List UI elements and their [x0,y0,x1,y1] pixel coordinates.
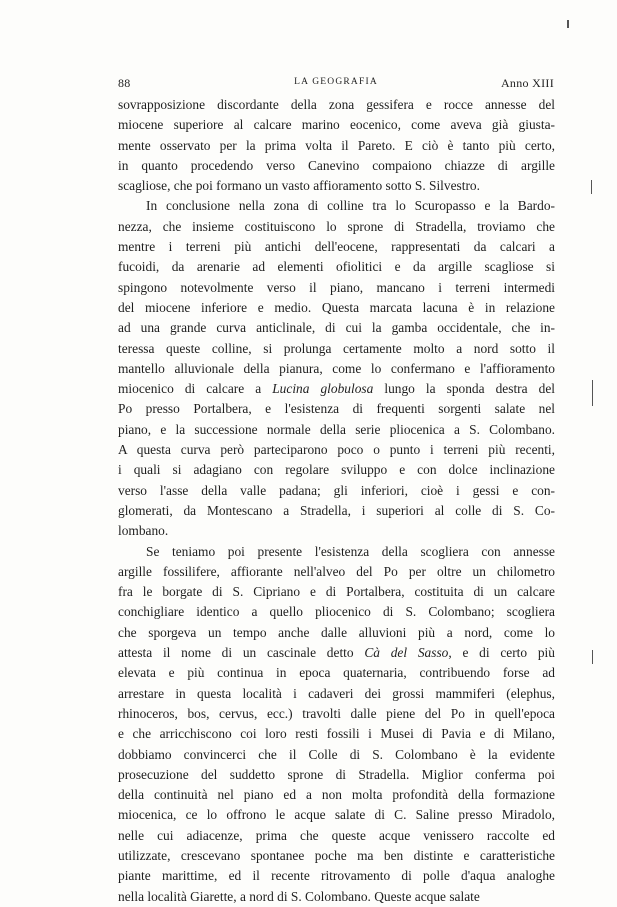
journal-title: LA GEOGRAFIA [294,77,378,87]
text-line: elevata e più continua in epoca quaternaria, contribuendo forse ad [118,665,555,681]
text-line: mantello alluvionale della pianura, come lo confermano e l'affioramento [118,360,555,376]
text-line: arrestare in questa località i cadaveri dei grossi mammiferi (elephus, [118,685,555,701]
text-line: fra le borgate di S. Cipriano e di Portalbera, costituita di un calcare [118,584,555,600]
text-line: mente osservato per la prima volta il Pareto. E ciò è tanto più certo, [118,137,555,153]
text-line: miocenica, ce lo offrono le acque salate di C. Saline presso Miradolo, [118,807,555,823]
text-line: verso l'asse della valle padana; gli inferiori, cioè i gessi e con- [118,482,555,498]
text-line: ad una grande curva anticlinale, di cui la gamba occidentale, che in- [118,320,555,336]
text-line: glomerati, da Montescano a Stradella, i superiori al colle di S. Co- [118,502,555,518]
scan-mark-top [567,20,569,28]
text-line: miocenico di calcare a Lucina globulosa lungo la sponda destra del [118,381,555,397]
text-line: rhinoceros, bos, cervus, ecc.) travolti dalle piene del Po in quell'epoca [118,705,555,721]
italic-term: Lucina globulosa [272,381,374,397]
text-line: del miocene inferiore e medio. Questa marcata lacuna è in relazione [118,299,555,315]
text-line: conchigliare identico a quello pliocenico di S. Colombano; scogliera [118,604,555,620]
issue-label: Anno XIII [500,76,554,90]
text-line: attesta il nome di un cascinale detto Cà del Sasso, e di certo più [118,645,555,661]
body-text [118,95,555,907]
text-line: utilizzate, crescevano spontanee poche ma ben distinte e caratteristiche [118,847,555,863]
text-line: miocene superiore al calcare marino eocenico, come aveva già giusta- [118,117,555,133]
scan-mark [591,180,592,194]
text-line: prosecuzione del suddetto sprone di Stradella. Miglior conferma poi [118,766,555,782]
text-line: fucoidi, da arenarie ad elementi ofiolitici e da argille scagliose si [118,259,555,275]
text-line: piano, e la successione normale della serie pliocenica a S. Colombano. [118,421,555,437]
text-line: in quanto procedendo verso Canevino compaiono chiazze di argille [118,157,555,173]
text-line: sovrapposizione discordante della zona gessifera e rocce annesse del [118,97,555,112]
text-line: che sporgeva un tempo anche dalle alluvioni più a nord, come lo [118,624,555,640]
text-line: scagliose, che poi formano un vasto affioramento sotto S. Silvestro. [118,178,480,194]
text-line: Se teniamo poi presente l'esistenza della scogliera con annesse [146,543,555,559]
italic-term: Cà del Sasso [364,645,449,661]
text-line: dobbiamo convincerci che il Colle di S. Colombano è la evidente [118,746,555,762]
text-line: e che arricchiscono coi loro resti fossili i Musei di Pavia e di Milano, [118,726,555,742]
text-line: argille fossilifere, affiorante nell'alveo del Po per oltre un chilometro [118,563,555,579]
running-header [118,76,554,94]
text-line: lombano. [118,523,169,539]
text-line: mentre i terreni più antichi dell'eocene, rappresentati da calcari a [118,239,555,255]
text-line: spingono notevolmente verso il piano, mancano i terreni intermedi [118,279,555,295]
text-line: nezza, che insieme costituiscono lo sprone di Stradella, troviamo che [118,218,555,234]
scan-mark [592,380,593,406]
text-line: della continuità nel piano ed a non molta profondità della formazione [118,787,555,803]
text-line: i quali si adagiano con regolare sviluppo e con dolce inclinazione [118,462,555,478]
text-line: nelle cui adiacenze, prima che queste acque venissero raccolte ed [118,827,555,843]
text-line: A questa curva però parteciparono poco o punto i terreni più recenti, [118,442,555,458]
text-line: Po presso Portalbera, e l'esistenza di frequenti sorgenti salate nel [118,401,555,417]
text-line: teressa queste colline, si prolunga certamente molto a nord sotto il [118,340,555,356]
text-line: In conclusione nella zona di colline tra lo Scuropasso e la Bardo- [146,198,555,214]
text-line: nella località Giarette, a nord di S. Colombano. Queste acque salate [118,888,480,904]
scan-mark [592,650,593,664]
page-number: 88 [118,76,131,90]
text-line: piante marittime, ed il recente ritrovamento di polle d'aqua analoghe [118,868,555,884]
